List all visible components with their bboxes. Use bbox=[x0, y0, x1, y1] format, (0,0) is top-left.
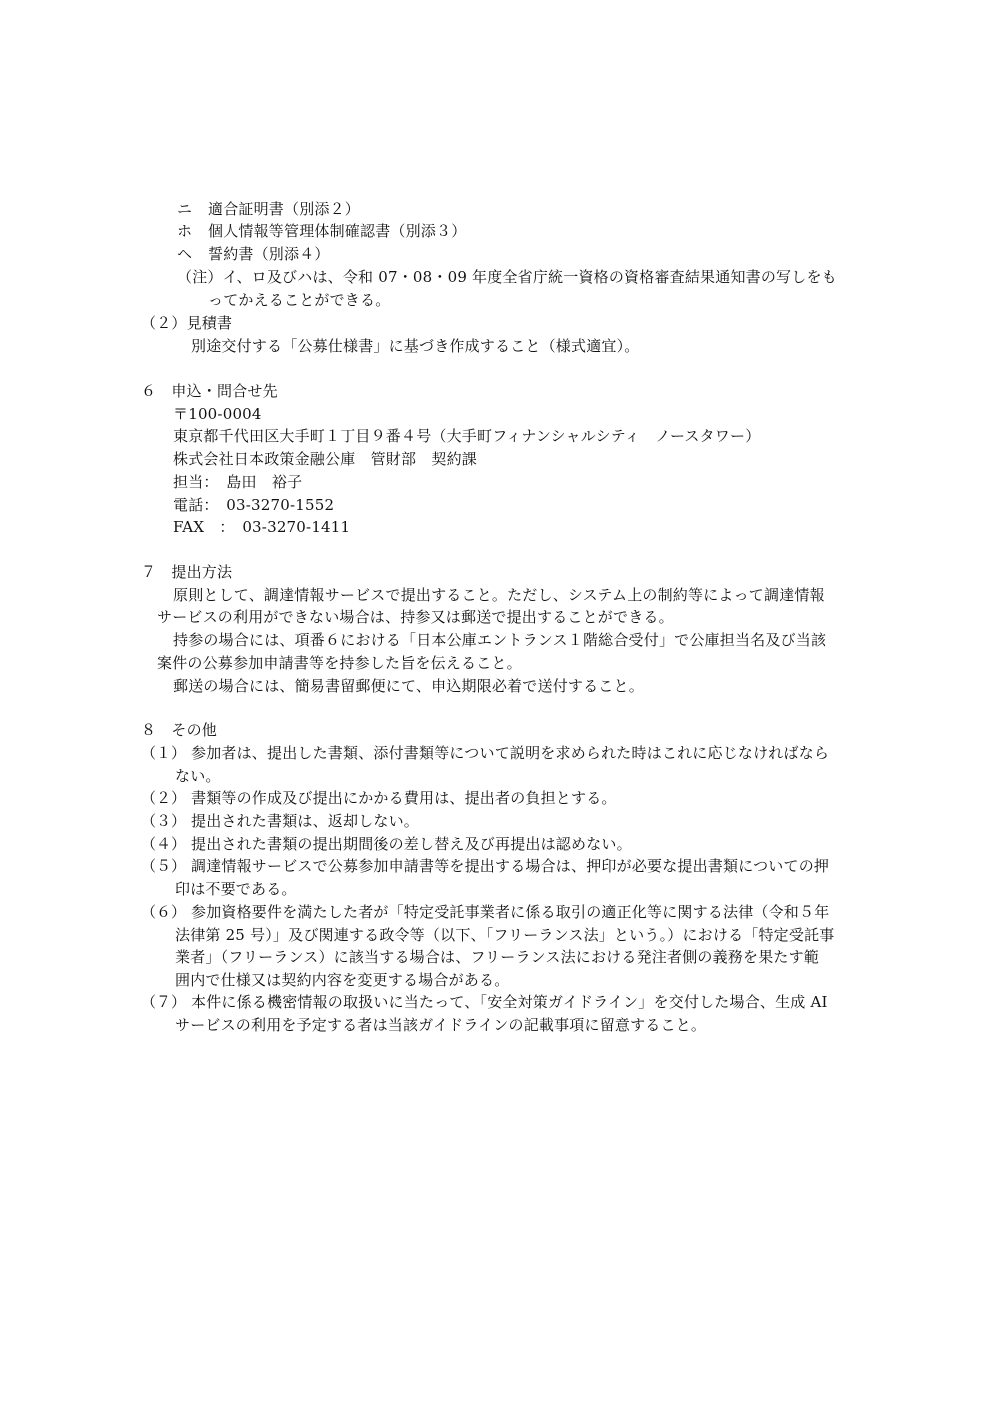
item-6-line-4: 囲内で仕様又は契約内容を変更する場合がある。 bbox=[175, 971, 510, 989]
fax: FAX ： 03-3270-1411 bbox=[173, 518, 351, 536]
section6-heading: ６ 申込・問合せ先 bbox=[141, 382, 278, 400]
section7-p2-line2: 案件の公募参加申請書等を持参した旨を伝えること。 bbox=[157, 654, 522, 672]
item-4-label: （４） bbox=[141, 835, 187, 853]
item-7-label: （７） bbox=[141, 993, 187, 1011]
organization: 株式会社日本政策金融公庫 管財部 契約課 bbox=[173, 450, 478, 468]
item-1-line-2: ない。 bbox=[175, 767, 221, 785]
note-line-1: （注）イ、ロ及びハは、令和 07・08・09 年度全省庁統一資格の資格審査結果通知書の写しをも bbox=[177, 268, 837, 286]
item-2-line-1: 書類等の作成及び提出にかかる費用は、提出者の負担とする。 bbox=[191, 789, 617, 807]
section7-p1-line1: 原則として、調達情報サービスで提出すること。ただし、システム上の制約等によって調達情報 bbox=[173, 586, 825, 604]
item-6-line-2: 法律第 25 号）」及び関連する政令等（以下、「フリーランス法」という。）における「特定受託事 bbox=[175, 926, 835, 944]
contact-person: 担当： 島田 裕子 bbox=[173, 473, 303, 491]
item-4-line-1: 提出された書類の提出期間後の差し替え及び再提出は認めない。 bbox=[191, 835, 632, 853]
attachment-marker-ho: ホ bbox=[177, 222, 193, 240]
item-3-line-1: 提出された書類は、返却しない。 bbox=[191, 812, 420, 830]
note-line-2: ってかえることができる。 bbox=[208, 291, 391, 309]
attachment-ni-text: 適合証明書（別添２） bbox=[208, 200, 361, 218]
attachment-he-text: 誓約書（別添４） bbox=[208, 245, 330, 263]
item-6-line-3: 業者」（フリーランス）に該当する場合は、フリーランス法における発注者側の義務を果たす範 bbox=[175, 948, 820, 966]
attachment-ho-text: 個人情報等管理体制確認書（別添３） bbox=[208, 222, 467, 240]
section8-heading: ８ その他 bbox=[141, 721, 218, 739]
item-1-line-1: 参加者は、提出した書類、添付書類等について説明を求められた時はこれに応じなければなら bbox=[191, 744, 830, 762]
section7-p2-line1: 持参の場合には、項番６における「日本公庫エントランス１階総合受付」で公庫担当名及び当該 bbox=[173, 631, 827, 649]
item-5-line-2: 印は不要である。 bbox=[175, 880, 297, 898]
phone: 電話： 03-3270-1552 bbox=[173, 496, 335, 514]
item-5-line-1: 調達情報サービスで公募参加申請書等を提出する場合は、押印が必要な提出書類についての押 bbox=[191, 857, 830, 875]
item-7-line-2: サービスの利用を予定する者は当該ガイドラインの記載事項に留意すること。 bbox=[175, 1016, 707, 1034]
section7-p3-line1: 郵送の場合には、簡易書留郵便にて、申込期限必着で送付すること。 bbox=[173, 677, 644, 695]
address: 東京都千代田区大手町１丁目９番４号（大手町フィナンシャルシティ ノースタワー） bbox=[173, 427, 761, 445]
section7-p1-line2: サービスの利用ができない場合は、持参又は郵送で提出することができる。 bbox=[157, 608, 674, 626]
item-1-label: （１） bbox=[141, 744, 187, 762]
attachment-marker-he: ヘ bbox=[177, 245, 193, 263]
section7-heading: ７ 提出方法 bbox=[141, 563, 233, 581]
attachment-marker-ni: ニ bbox=[177, 200, 193, 218]
item-5-label: （５） bbox=[141, 857, 187, 875]
item-2-label: （２） bbox=[141, 789, 187, 807]
postal-code: 〒100-0004 bbox=[173, 405, 262, 423]
item-3-label: （３） bbox=[141, 812, 187, 830]
item-7-line-1: 本件に係る機密情報の取扱いに当たって、「安全対策ガイドライン」を交付した場合、生成 AI bbox=[191, 993, 828, 1011]
estimate-body: 別途交付する「公募仕様書」に基づき作成すること（様式適宜）。 bbox=[191, 337, 640, 355]
item-6-line-1: 参加資格要件を満たした者が「特定受託事業者に係る取引の適正化等に関する法律（令和５年 bbox=[191, 903, 830, 921]
item-6-label: （６） bbox=[141, 903, 187, 921]
estimate-heading: （２）見積書 bbox=[141, 314, 233, 332]
